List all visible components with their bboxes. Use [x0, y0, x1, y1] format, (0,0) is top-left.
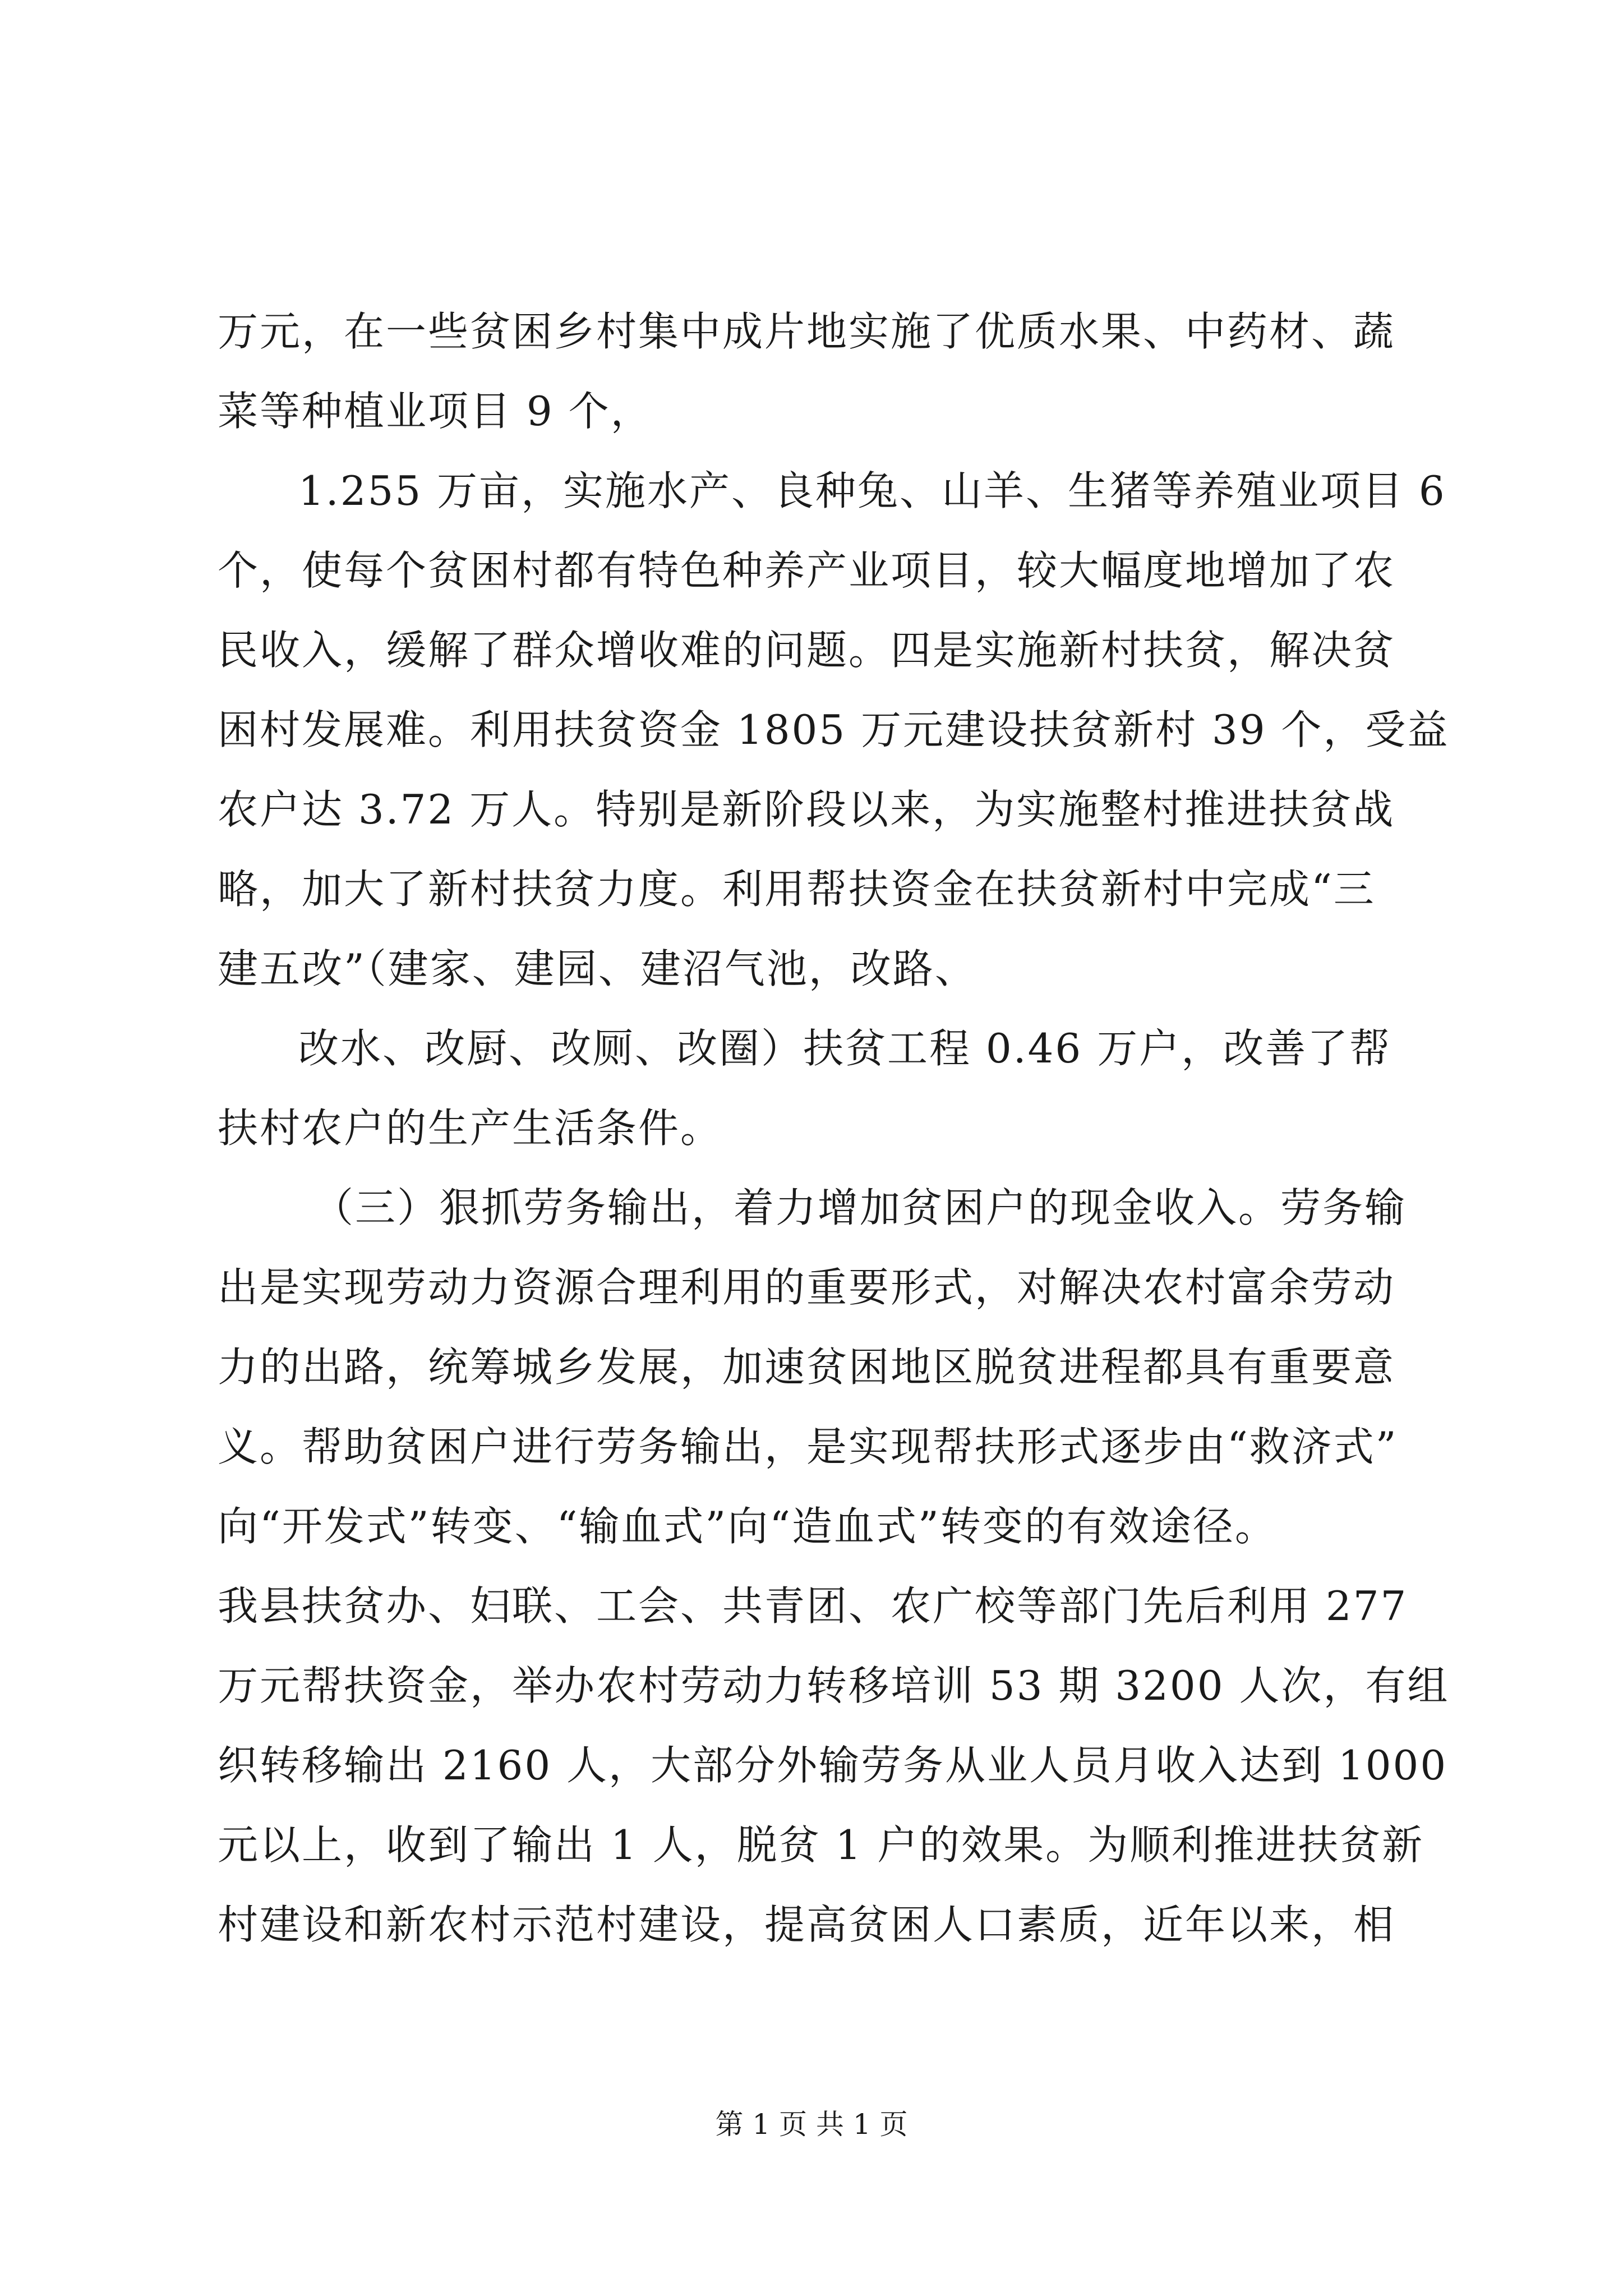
text-line: 义。帮助贫困户进行劳务输出，是实现帮扶形式逐步由“救济式”	[218, 1423, 1398, 1470]
text-line: 元以上，收到了输出 1 人，脱贫 1 户的效果。为顺利推进扶贫新	[218, 1821, 1424, 1869]
text-line: 改水、改厨、改厕、改圈）扶贫工程 0.46 万户，改善了帮	[298, 1025, 1392, 1072]
text-line: 农户达 3.72 万人。特别是新阶段以来，为实施整村推进扶贫战	[218, 786, 1395, 833]
text-line: 困村发展难。利用扶贫资金 1805 万元建设扶贫新村 39 个，受益	[218, 706, 1450, 753]
text-line: 建五改”（建家、建园、建沼气池，改路、	[218, 945, 977, 992]
document-body	[218, 292, 1450, 1964]
text-line: 民收入，缓解了群众增收难的问题。四是实施新村扶贫，解决贫	[218, 627, 1396, 674]
text-line: 万元，在一些贫困乡村集中成片地实施了优质水果、中药材、蔬	[218, 308, 1396, 355]
text-line: 织转移输出 2160 人，大部分外输劳务从业人员月收入达到 1000	[218, 1742, 1448, 1789]
text-line: 向“开发式”转变、“输血式”向“造血式”转变的有效途径。	[218, 1503, 1277, 1550]
text-line: 菜等种植业项目 9 个，	[218, 388, 653, 435]
text-line: 略，加大了新村扶贫力度。利用帮扶资金在扶贫新村中完成“三	[218, 866, 1376, 913]
text-line: 万元帮扶资金，举办农村劳动力转移培训 53 期 3200 人次，有组	[218, 1662, 1450, 1709]
text-line: 出是实现劳动力资源合理利用的重要形式，对解决农村富余劳动	[218, 1264, 1396, 1311]
text-line: 扶村农户的生产生活条件。	[218, 1105, 723, 1152]
text-line: 1.255 万亩，实施水产、良种兔、山羊、生猪等养殖业项目 6	[298, 467, 1446, 514]
page-number-footer: 第 1 页 共 1 页	[715, 2108, 908, 2141]
text-line: 村建设和新农村示范村建设，提高贫困人口素质，近年以来，相	[218, 1901, 1396, 1948]
section-heading-line: （三）狠抓劳务输出，着力增加贫困户的现金收入。劳务输	[313, 1184, 1407, 1231]
text-line: 我县扶贫办、妇联、工会、共青团、农广校等部门先后利用 277	[218, 1582, 1408, 1630]
text-line: 个，使每个贫困村都有特色种养产业项目，较大幅度地增加了农	[218, 547, 1396, 594]
text-line: 力的出路，统筹城乡发展，加速贫困地区脱贫进程都具有重要意	[218, 1343, 1396, 1391]
